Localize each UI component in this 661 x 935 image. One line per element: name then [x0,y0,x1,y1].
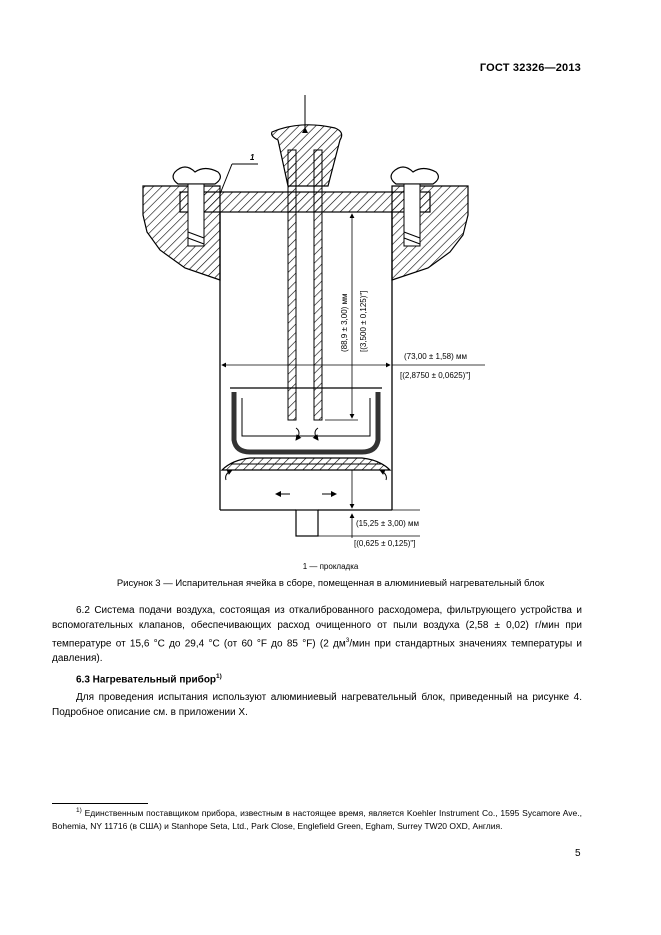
figure-caption: Рисунок 3 — Испарительная ячейка в сборе, помещенная в алюминиевый нагревательный блок [116,578,545,589]
page-number: 5 [575,848,581,859]
stopper-and-tube [272,95,342,420]
figure-legend: 1 — прокладка [302,562,359,571]
standard-header: ГОСТ 32326—2013 [479,62,581,74]
gasket-plate [180,192,430,212]
dim-width-in: [(2,8750 ± 0,0625)"] [400,371,471,380]
dim-width-mm: (73,00 ± 1,58) мм [404,352,467,361]
svg-text:1: 1 [250,153,255,162]
paragraph-6-3: Для проведения испытания используют алюминиевый нагревательный блок, приведенный на рисунке 4. Подробное описание см. в приложении X. [52,692,582,718]
callout-gasket [220,153,258,194]
dim-tube-mm: (88,9 ± 3,00) мм [340,293,349,352]
sample-cup [222,388,390,470]
dim-bottom-mm: (15,25 ± 3,00) мм [356,519,419,528]
cell-body [220,212,392,536]
paragraph-6-2: 6.2 Система подачи воздуха, состоящая из откалиброванного расходомера, фильтрующего устройства и вспомогательных клапанов, обеспечивающих расход очищенного от пыли воздуха (2,58 ± 0,02) г/мин при температуре от 15,6 °С до 29,4 °С (от 60 °F до 85 °F) (2 $дм^3$/мин при стандартных значениях температуры и давления). [52,605,582,665]
dim-tube-in: [(3,500 ± 0,125)"] [359,290,368,352]
heading-6-3: 6.3 Нагревательный прибор$^{1)}$ [76,673,222,686]
dim-bottom-in: [(0,625 ± 0,125)"] [354,539,416,548]
footnote: $^{1)}$ Единственным поставщиком прибора, известным в настоящее время, является Koehler Instrument Co., 1595 Sycamore Ave., Bohemia, NY 11716 (в США) и Stanhope Seta, Ltd., Park Close, Englefield Green, Egham, Surrey TW20 OXD, Англия. [52,807,582,831]
